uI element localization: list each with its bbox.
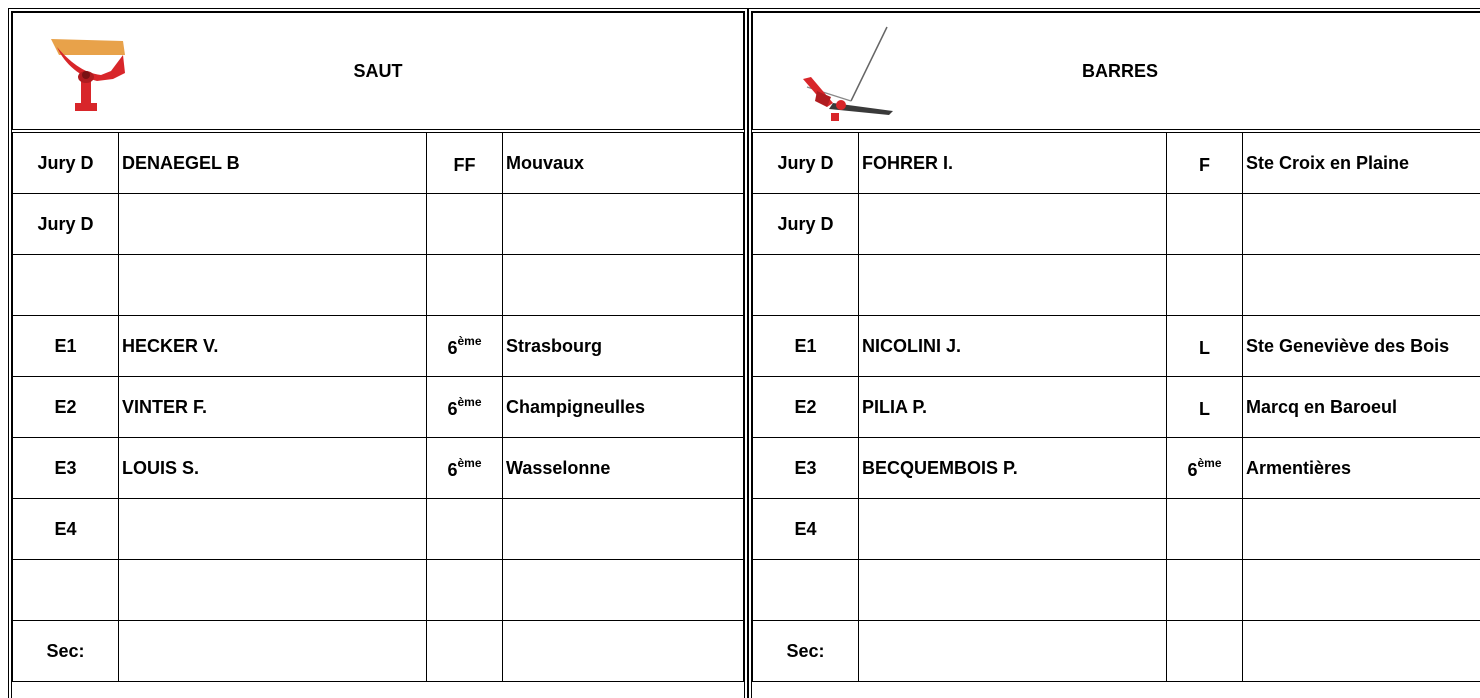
role-cell: Jury D [753, 131, 859, 194]
name-cell [859, 194, 1167, 255]
level-cell [427, 560, 503, 621]
club-cell: Strasbourg [503, 316, 744, 377]
club-cell [1243, 194, 1480, 255]
level-cell [427, 621, 503, 682]
level-cell [427, 194, 503, 255]
table-row [13, 621, 744, 682]
level-cell: L [1167, 377, 1243, 438]
table-row [13, 499, 744, 560]
level-cell: F [1167, 131, 1243, 194]
level-cell [1167, 621, 1243, 682]
club-cell [1243, 499, 1480, 560]
name-cell: FOHRER I. [859, 131, 1167, 194]
name-cell [859, 499, 1167, 560]
level-cell: 6ème [427, 377, 503, 438]
table-row [13, 438, 744, 499]
role-cell: E2 [753, 377, 859, 438]
role-cell: Sec: [753, 621, 859, 682]
table-row [13, 255, 744, 316]
club-cell: Ste Geneviève des Bois [1243, 316, 1480, 377]
club-cell [503, 621, 744, 682]
club-cell [1243, 560, 1480, 621]
barres-header-cell [753, 13, 1480, 132]
role-cell [753, 255, 859, 316]
name-cell [119, 621, 427, 682]
table-row [753, 621, 1480, 682]
saut-header-cell [13, 13, 744, 132]
table-row [753, 255, 1480, 316]
role-cell: E4 [13, 499, 119, 560]
uneven-bars-icon [793, 25, 893, 126]
role-cell: Jury D [13, 131, 119, 194]
table-row [13, 194, 744, 255]
level-cell [1167, 255, 1243, 316]
club-cell: Armentières [1243, 438, 1480, 499]
saut-jury-table [12, 12, 744, 682]
table-row [753, 316, 1480, 377]
role-cell: E1 [753, 316, 859, 377]
club-cell [503, 194, 744, 255]
role-cell: Sec: [13, 621, 119, 682]
club-cell: Mouvaux [503, 131, 744, 194]
name-cell [859, 560, 1167, 621]
table-row [753, 560, 1480, 621]
table-row [753, 499, 1480, 560]
level-cell: L [1167, 316, 1243, 377]
role-cell [13, 255, 119, 316]
level-cell [1167, 560, 1243, 621]
table-row [753, 438, 1480, 499]
name-cell [859, 255, 1167, 316]
role-cell: E4 [753, 499, 859, 560]
barres-panel [748, 8, 1480, 698]
saut-panel [8, 8, 748, 698]
club-cell [503, 560, 744, 621]
club-cell [1243, 621, 1480, 682]
level-cell: 6ème [427, 316, 503, 377]
level-cell [427, 499, 503, 560]
table-row [753, 377, 1480, 438]
club-cell [503, 499, 744, 560]
name-cell: LOUIS S. [119, 438, 427, 499]
vault-table-icon [49, 33, 137, 118]
table-row [13, 560, 744, 621]
name-cell [119, 499, 427, 560]
role-cell: E2 [13, 377, 119, 438]
club-cell: Ste Croix en Plaine [1243, 131, 1480, 194]
table-row [753, 194, 1480, 255]
level-cell: FF [427, 131, 503, 194]
level-cell: 6ème [427, 438, 503, 499]
name-cell: HECKER V. [119, 316, 427, 377]
name-cell: NICOLINI J. [859, 316, 1167, 377]
name-cell: DENAEGEL B [119, 131, 427, 194]
role-cell: E1 [13, 316, 119, 377]
role-cell: E3 [753, 438, 859, 499]
level-cell: 6ème [1167, 438, 1243, 499]
role-cell: E3 [13, 438, 119, 499]
table-row [13, 131, 744, 194]
table-row [13, 377, 744, 438]
role-cell [13, 560, 119, 621]
level-cell [1167, 194, 1243, 255]
role-cell: Jury D [13, 194, 119, 255]
saut-header-row [13, 13, 744, 132]
name-cell: BECQUEMBOIS P. [859, 438, 1167, 499]
table-row [13, 316, 744, 377]
club-cell [1243, 255, 1480, 316]
club-cell [503, 255, 744, 316]
club-cell: Champigneulles [503, 377, 744, 438]
level-cell [427, 255, 503, 316]
name-cell: PILIA P. [859, 377, 1167, 438]
name-cell [859, 621, 1167, 682]
name-cell [119, 255, 427, 316]
role-cell: Jury D [753, 194, 859, 255]
level-cell [1167, 499, 1243, 560]
saut-title: SAUT [16, 61, 740, 82]
name-cell [119, 560, 427, 621]
club-cell: Marcq en Baroeul [1243, 377, 1480, 438]
barres-header-row [753, 13, 1480, 132]
role-cell [753, 560, 859, 621]
name-cell: VINTER F. [119, 377, 427, 438]
club-cell: Wasselonne [503, 438, 744, 499]
name-cell [119, 194, 427, 255]
barres-title: BARRES [756, 61, 1480, 82]
barres-jury-table [752, 12, 1480, 682]
table-row [753, 131, 1480, 194]
